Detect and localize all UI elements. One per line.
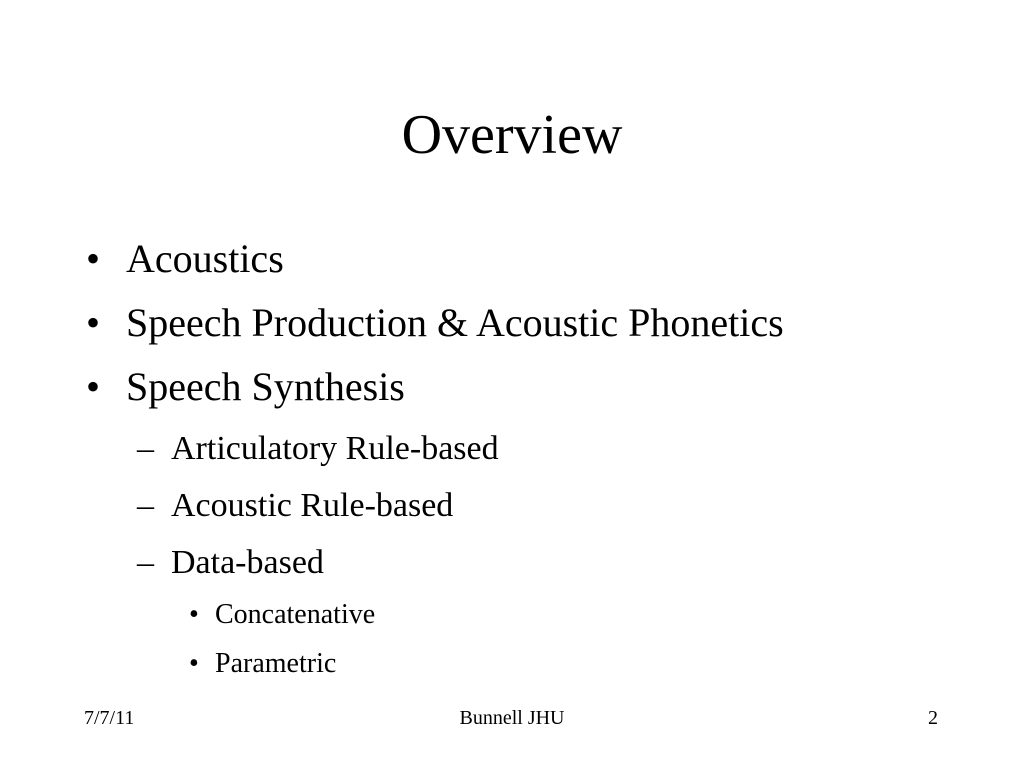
bullet-marker: • [86, 300, 101, 345]
bullet-text: Acoustics [126, 236, 284, 281]
bullet-text: Speech Synthesis [126, 364, 405, 409]
dash-marker: – [137, 487, 154, 524]
sub-bullet-text: Data-based [171, 544, 324, 581]
footer-page-number: 2 [928, 707, 938, 729]
dash-marker: – [137, 544, 154, 581]
footer-date: 7/7/11 [84, 707, 135, 729]
sub-bullet-text: Articulatory Rule-based [171, 430, 499, 467]
sub-bullet-text: Acoustic Rule-based [171, 487, 454, 524]
sub-sub-bullet-text: Parametric [215, 648, 337, 679]
bullet-marker: • [86, 364, 101, 409]
footer-author: Bunnell JHU [459, 707, 565, 729]
dash-marker: – [137, 430, 154, 467]
bullet-marker: • [86, 236, 101, 281]
bullet-marker: • [189, 599, 199, 630]
sub-sub-bullet-text: Concatenative [215, 599, 376, 630]
bullet-text: Speech Production & Acoustic Phonetics [126, 300, 784, 345]
bullet-marker: • [189, 648, 199, 679]
slide-title: Overview [401, 104, 623, 166]
